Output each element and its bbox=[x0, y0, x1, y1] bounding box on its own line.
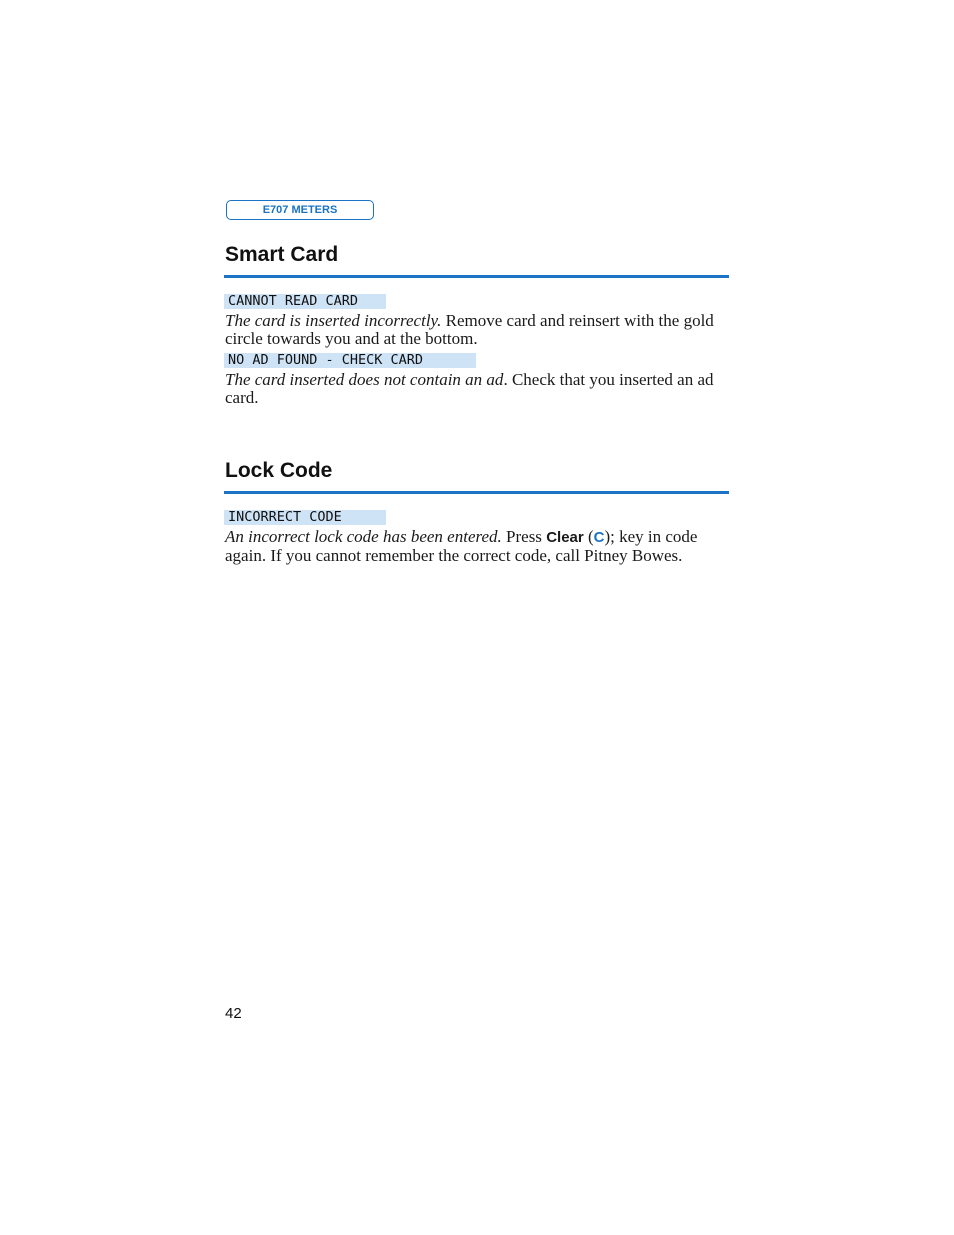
message-block bbox=[224, 353, 729, 406]
message-action: Press bbox=[501, 527, 547, 546]
smart-card-title: Smart Card bbox=[225, 243, 339, 266]
lcd-message: NO AD FOUND - CHECK CARD bbox=[224, 353, 476, 368]
clear-key-label: Clear bbox=[546, 529, 584, 546]
message-cause: The card is inserted incorrectly. bbox=[225, 311, 442, 330]
section-divider bbox=[224, 491, 729, 494]
message-description bbox=[225, 528, 729, 564]
page-number: 42 bbox=[225, 1005, 242, 1022]
message-description bbox=[225, 312, 729, 347]
message-action: Remove card and reinsert with the gold circle towards you and at the bottom. bbox=[225, 311, 714, 348]
lcd-message: INCORRECT CODE bbox=[224, 510, 386, 525]
message-cause: The card inserted does not contain an ad bbox=[225, 370, 504, 389]
clear-key-letter: C bbox=[593, 529, 605, 546]
message-block bbox=[224, 294, 729, 347]
smart-card-section bbox=[224, 242, 729, 406]
message-action: . Check that you inserted an ad card. bbox=[225, 370, 714, 407]
section-divider bbox=[224, 275, 729, 278]
paren-open: ( bbox=[583, 527, 594, 546]
message-block bbox=[224, 510, 729, 564]
lcd-message: CANNOT READ CARD bbox=[224, 294, 386, 309]
message-description bbox=[225, 371, 729, 406]
section-badge: E707 METERS bbox=[226, 200, 374, 220]
message-action: ); key in code again. If you cannot remember the correct code, call Pitney Bowes. bbox=[225, 527, 698, 565]
message-cause: An incorrect lock code has been entered. bbox=[225, 527, 502, 546]
lock-code-title: Lock Code bbox=[225, 459, 333, 482]
lock-code-section bbox=[224, 458, 729, 564]
